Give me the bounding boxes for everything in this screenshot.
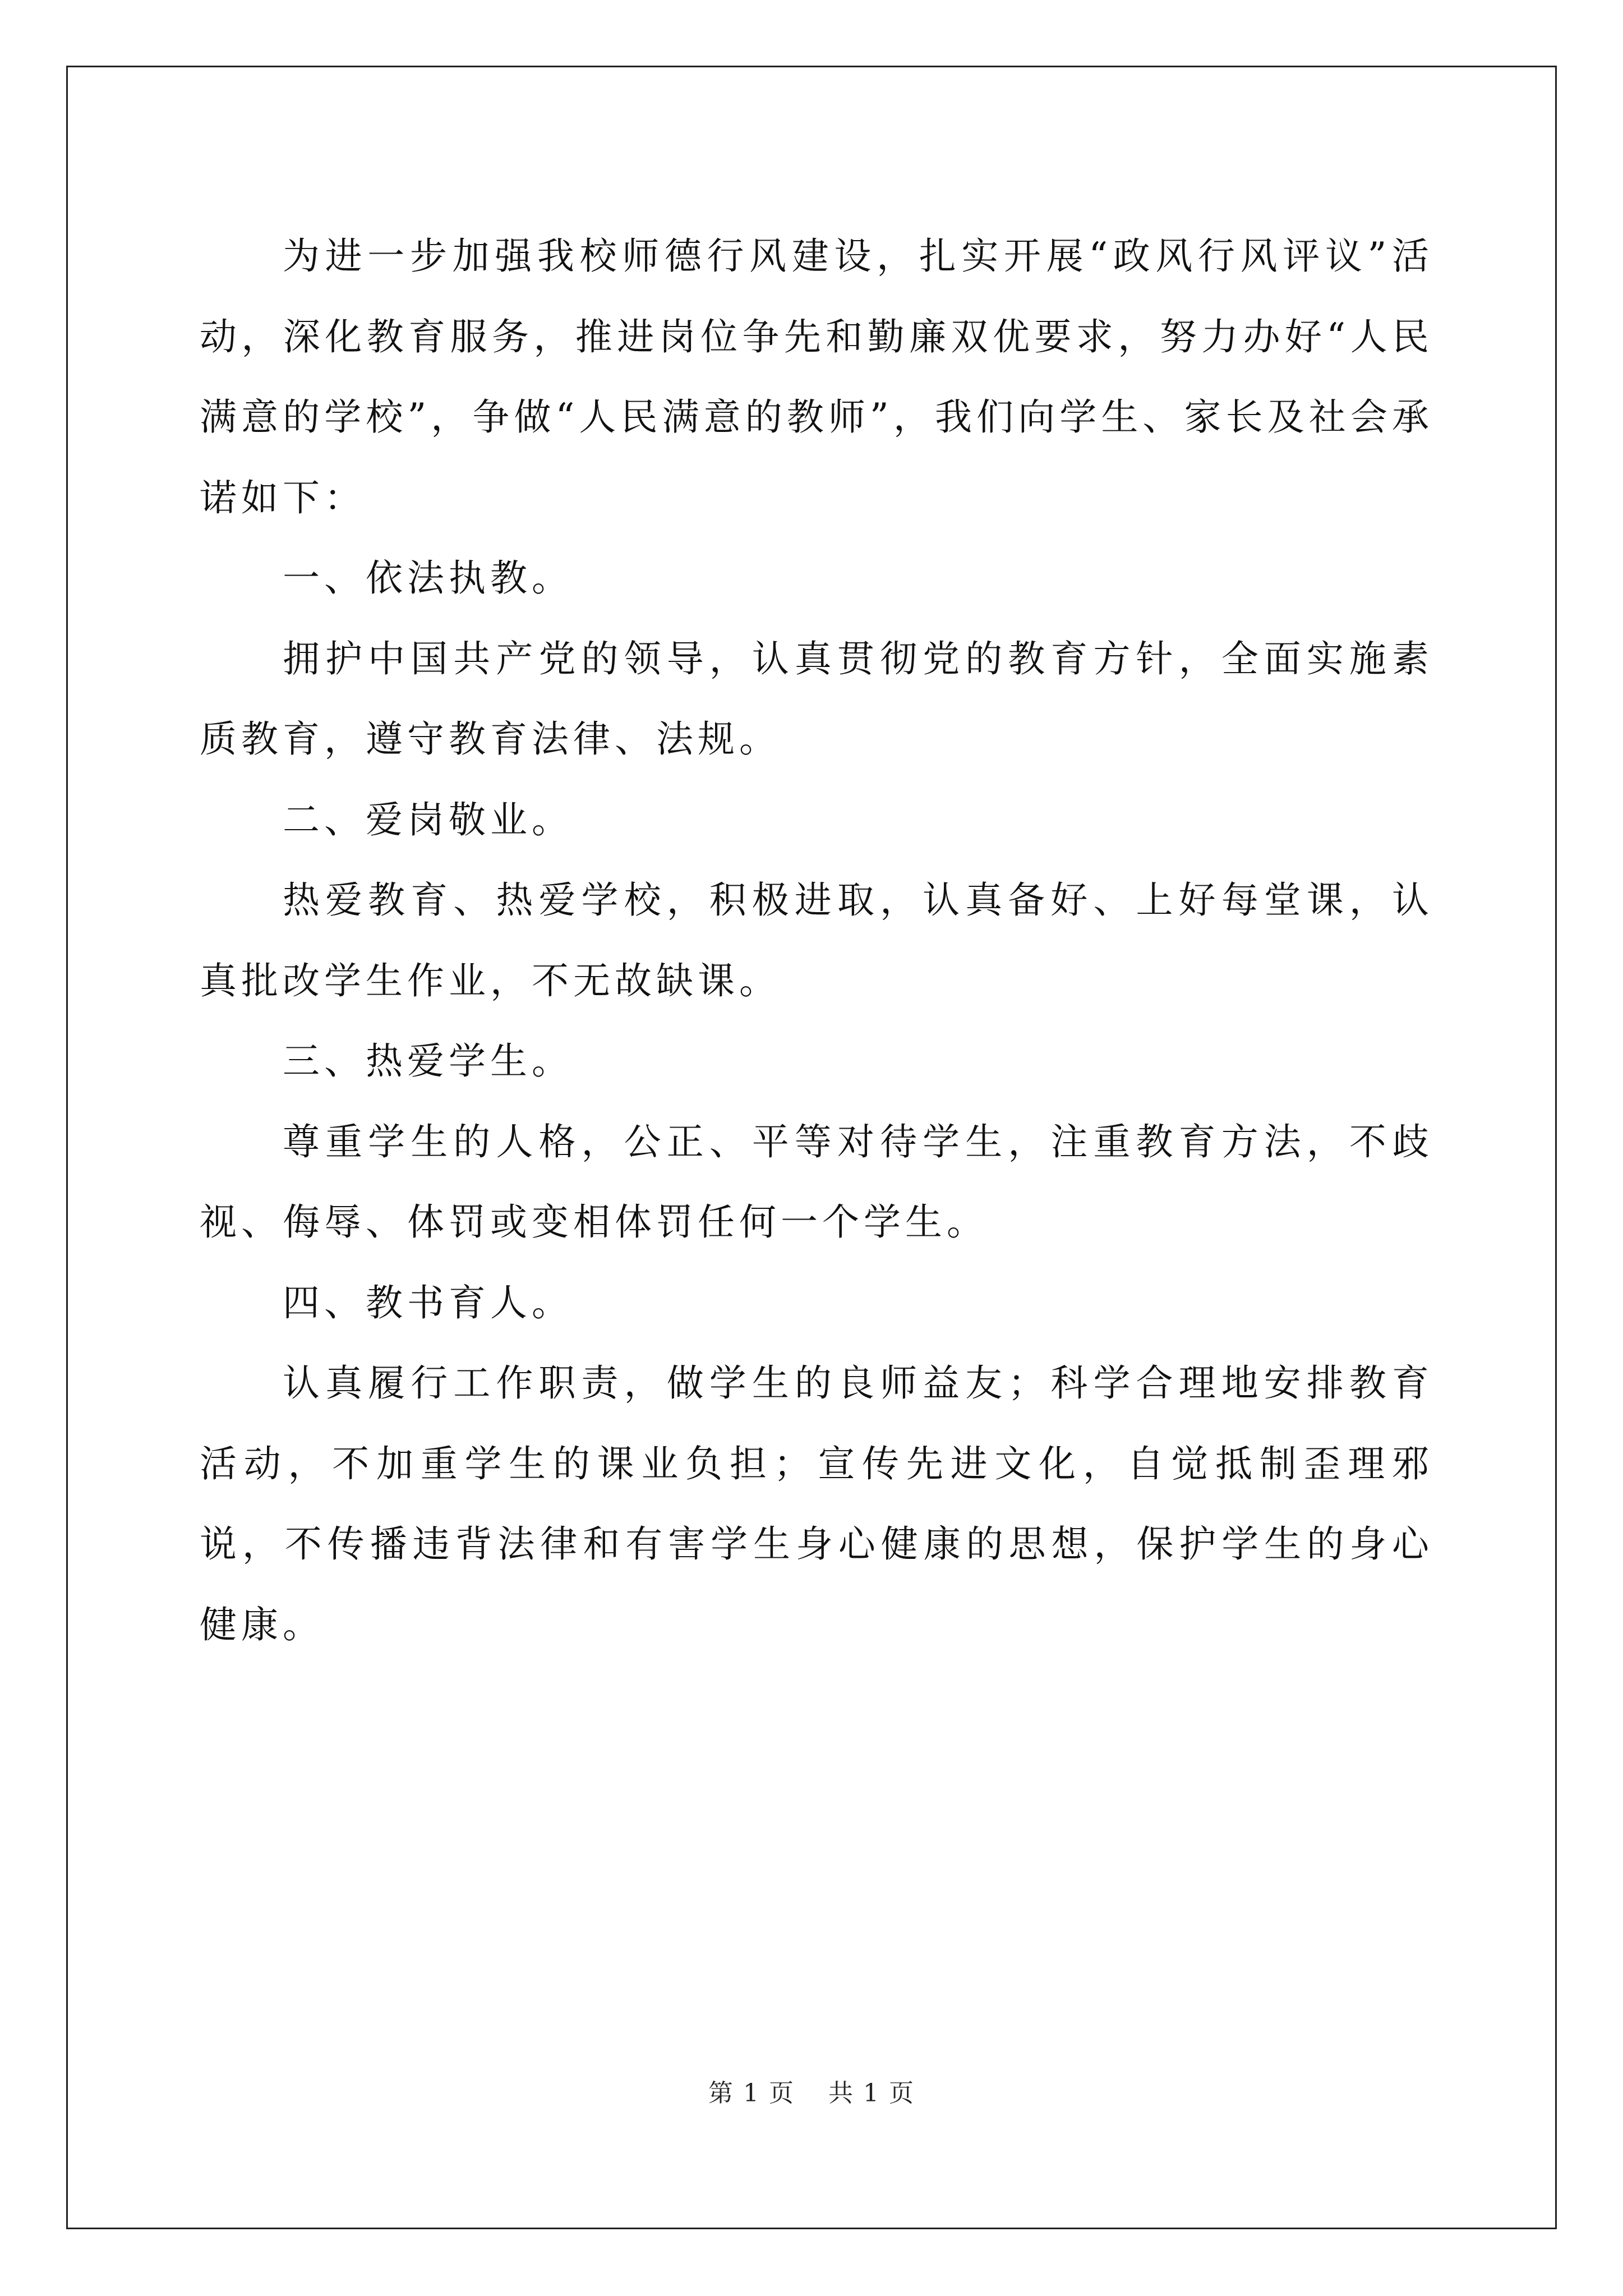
page-footer — [0, 2073, 1623, 2109]
page-total: 共 1 页 — [828, 2079, 915, 2108]
section-body-2: 热爱教育、热爱学校，积极进取，认真备好、上好每堂课，认真批改学生作业，不无故缺课。 — [200, 878, 1433, 1002]
intro-paragraph: 为进一步加强我校师德行风建设，扎实开展“政风行风评议”活动，深化教育服务，推进岗位争先和勤廉双优要求，努力办好“人民满意的学校”，争做“人民满意的教师”，我们向学生、家长及社会承诺如下： — [200, 234, 1433, 519]
section-body-4: 认真履行工作职责，做学生的良师益友；科学合理地安排教育活动，不加重学生的课业负担；宣传先进文化，自觉抵制歪理邪说，不传播违背法律和有害学生身心健康的思想，保护学生的身心健康。 — [200, 1361, 1433, 1646]
page-number: 第 1 页 — [708, 2079, 795, 2108]
section-body-1: 拥护中国共产党的领导，认真贯彻党的教育方针，全面实施素质教育，遵守教育法律、法规。 — [200, 637, 1433, 761]
section-heading-2: 二、爱岗敬业。 — [283, 798, 573, 841]
section-heading-4: 四、教书育人。 — [283, 1281, 573, 1324]
section-heading-3: 三、热爱学生。 — [283, 1039, 573, 1083]
document-body — [200, 216, 1433, 1665]
section-heading-1: 一、依法执教。 — [283, 556, 573, 600]
section-body-3: 尊重学生的人格，公正、平等对待学生，注重教育方法，不歧视、侮辱、体罚或变相体罚任何一个学生。 — [200, 1120, 1433, 1244]
